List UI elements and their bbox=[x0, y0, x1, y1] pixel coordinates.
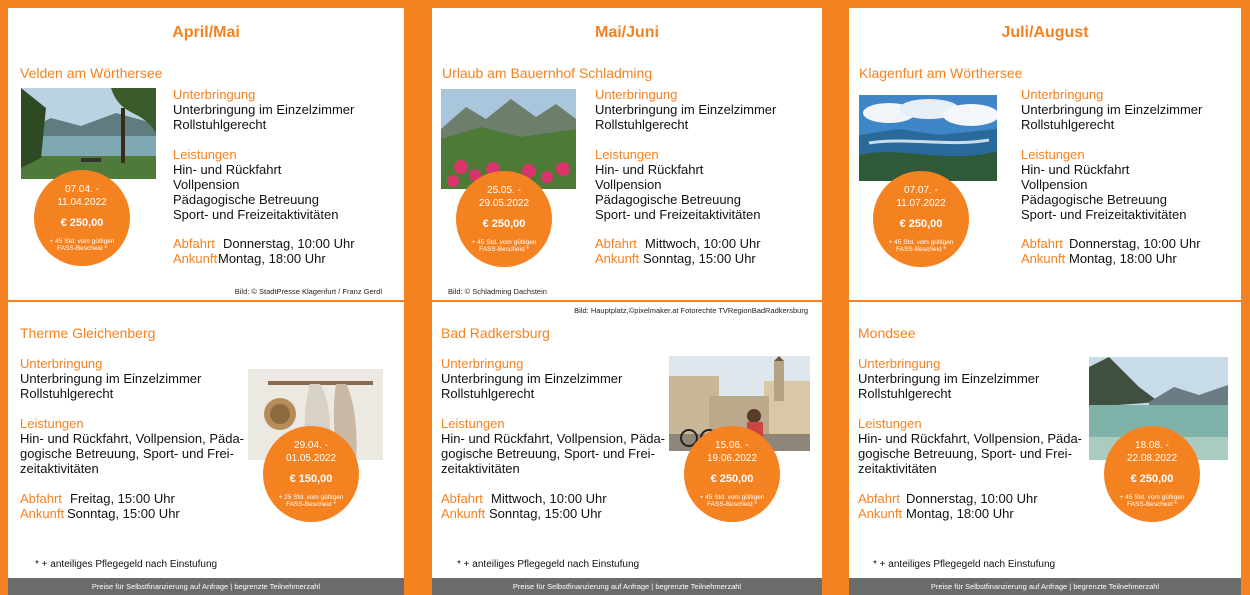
unterbringung-label: Unterbringung bbox=[595, 87, 678, 102]
column-april-mai bbox=[8, 8, 404, 595]
lake-shore-photo bbox=[21, 88, 156, 179]
unterbringung-text: Unterbringung im Einzelzimmer Rollstuhlgerecht bbox=[1021, 102, 1203, 132]
unterbringung-label: Unterbringung bbox=[1021, 87, 1104, 102]
offer-title: Urlaub am Bauernhof Schladming bbox=[442, 65, 653, 81]
month-heading: Juli/August bbox=[1001, 24, 1089, 41]
unterbringung-text: Unterbringung im Einzelzimmer Rollstuhlgerecht bbox=[173, 102, 355, 132]
footnote: * + anteiliges Pflegegeld nach Einstufung bbox=[457, 559, 640, 570]
abfahrt-row: Abfahrt Donnerstag, 10:00 Uhr bbox=[858, 491, 1038, 506]
section-divider bbox=[8, 300, 404, 302]
bottom-bar: Preise für Selbstfinanzierung auf Anfrage | begrenzte Teilnehmerzahl bbox=[849, 578, 1241, 595]
offer-title: Mondsee bbox=[858, 325, 916, 341]
unterbringung-label: Unterbringung bbox=[173, 87, 256, 102]
abfahrt-row: Abfahrt Donnerstag, 10:00 Uhr bbox=[173, 236, 355, 251]
image-credit: Bild: © Schladming Dachstein bbox=[448, 287, 547, 296]
leistungen-label: Leistungen bbox=[441, 416, 505, 431]
price-badge: 07.04. - 11.04.2022 € 250,00 + 45 Std. vom gültigen FASS-Bescheid * bbox=[34, 170, 130, 266]
leistungen-label: Leistungen bbox=[20, 416, 84, 431]
price-badge: 07.07. - 11.07.2022 € 250,00 + 45 Std. vom gültigen FASS-Bescheid * bbox=[873, 171, 969, 267]
column-mai-juni bbox=[432, 8, 822, 595]
offer-title: Velden am Wörthersee bbox=[20, 65, 163, 81]
unterbringung-text: Unterbringung im Einzelzimmer Rollstuhlgerecht bbox=[20, 371, 202, 401]
footnote: * + anteiliges Pflegegeld nach Einstufung bbox=[35, 559, 218, 570]
unterbringung-text: Unterbringung im Einzelzimmer Rollstuhlgerecht bbox=[858, 371, 1040, 401]
leistungen-label: Leistungen bbox=[595, 147, 659, 162]
ankunft-row: Ankunft Montag, 18:00 Uhr bbox=[1021, 251, 1177, 266]
price-badge: 18.08. - 22.08.2022 € 250,00 + 45 Std. vom gültigen FASS-Bescheid * bbox=[1104, 426, 1200, 522]
ankunft-row: AnkunftMontag, 18:00 Uhr bbox=[173, 251, 326, 266]
section-divider bbox=[849, 300, 1241, 302]
offer-title: Bad Radkersburg bbox=[441, 325, 550, 341]
abfahrt-row: Abfahrt Donnerstag, 10:00 Uhr bbox=[1021, 236, 1201, 251]
month-heading: Mai/Juni bbox=[594, 24, 659, 41]
price-badge: 29.04. - 01.05.2022 € 150,00 + 25 Std. vom gültigen FASS-Bescheid * bbox=[263, 426, 359, 522]
unterbringung-text: Unterbringung im Einzelzimmer Rollstuhlgerecht bbox=[441, 371, 623, 401]
image-credit: Bild: Hauptplatz,©pixelmaker.at Fotorechte TVRegionBadRadkersburg bbox=[574, 306, 808, 315]
offer-title: Klagenfurt am Wörthersee bbox=[859, 65, 1023, 81]
abfahrt-row: Abfahrt Freitag, 15:00 Uhr bbox=[20, 491, 175, 506]
price-badge: 25.05. - 29.05.2022 € 250,00 + 45 Std. vom gültigen FASS-Bescheid * bbox=[456, 171, 552, 267]
lake-aerial-photo bbox=[859, 95, 997, 181]
ankunft-row: Ankunft Sonntag, 15:00 Uhr bbox=[595, 251, 756, 266]
leistungen-text: Hin- und Rückfahrt Vollpension Pädagogische Betreuung Sport- und Freizeitaktivitäten bbox=[1021, 162, 1187, 222]
month-heading: April/Mai bbox=[172, 24, 240, 41]
unterbringung-text: Unterbringung im Einzelzimmer Rollstuhlgerecht bbox=[595, 102, 777, 132]
offer-title: Therme Gleichenberg bbox=[20, 325, 156, 341]
leistungen-text: Hin- und Rückfahrt, Vollpension, Päda- gogische Betreuung, Sport- und Frei- zeitaktivitäten bbox=[441, 431, 666, 476]
leistungen-label: Leistungen bbox=[173, 147, 237, 162]
abfahrt-row: Abfahrt Mittwoch, 10:00 Uhr bbox=[441, 491, 607, 506]
footnote: * + anteiliges Pflegegeld nach Einstufung bbox=[873, 559, 1056, 570]
bottom-bar: Preise für Selbstfinanzierung auf Anfrage | begrenzte Teilnehmerzahl bbox=[432, 578, 822, 595]
ankunft-row: Ankunft Sonntag, 15:00 Uhr bbox=[441, 506, 602, 521]
leistungen-text: Hin- und Rückfahrt Vollpension Pädagogische Betreuung Sport- und Freizeitaktivitäten bbox=[173, 162, 339, 222]
leistungen-label: Leistungen bbox=[1021, 147, 1085, 162]
leistungen-text: Hin- und Rückfahrt, Vollpension, Päda- gogische Betreuung, Sport- und Frei- zeitaktivitäten bbox=[858, 431, 1083, 476]
leistungen-text: Hin- und Rückfahrt, Vollpension, Päda- gogische Betreuung, Sport- und Frei- zeitaktivitäten bbox=[20, 431, 245, 476]
section-divider bbox=[432, 300, 822, 302]
bottom-bar: Preise für Selbstfinanzierung auf Anfrage | begrenzte Teilnehmerzahl bbox=[8, 578, 404, 595]
unterbringung-label: Unterbringung bbox=[441, 356, 524, 371]
unterbringung-label: Unterbringung bbox=[20, 356, 103, 371]
leistungen-label: Leistungen bbox=[858, 416, 922, 431]
price-badge: 15.06. - 19.06.2022 € 250,00 + 45 Std. vom gültigen FASS-Bescheid * bbox=[684, 426, 780, 522]
ankunft-row: Ankunft Sonntag, 15:00 Uhr bbox=[20, 506, 180, 521]
column-juli-august bbox=[849, 8, 1241, 595]
ankunft-row: Ankunft Montag, 18:00 Uhr bbox=[858, 506, 1014, 521]
leistungen-text: Hin- und Rückfahrt Vollpension Pädagogische Betreuung Sport- und Freizeitaktivitäten bbox=[595, 162, 761, 222]
image-credit: Bild: © StadtPresse Klagenfurt / Franz Gerdl bbox=[234, 287, 382, 296]
abfahrt-row: Abfahrt Mittwoch, 10:00 Uhr bbox=[595, 236, 761, 251]
unterbringung-label: Unterbringung bbox=[858, 356, 941, 371]
